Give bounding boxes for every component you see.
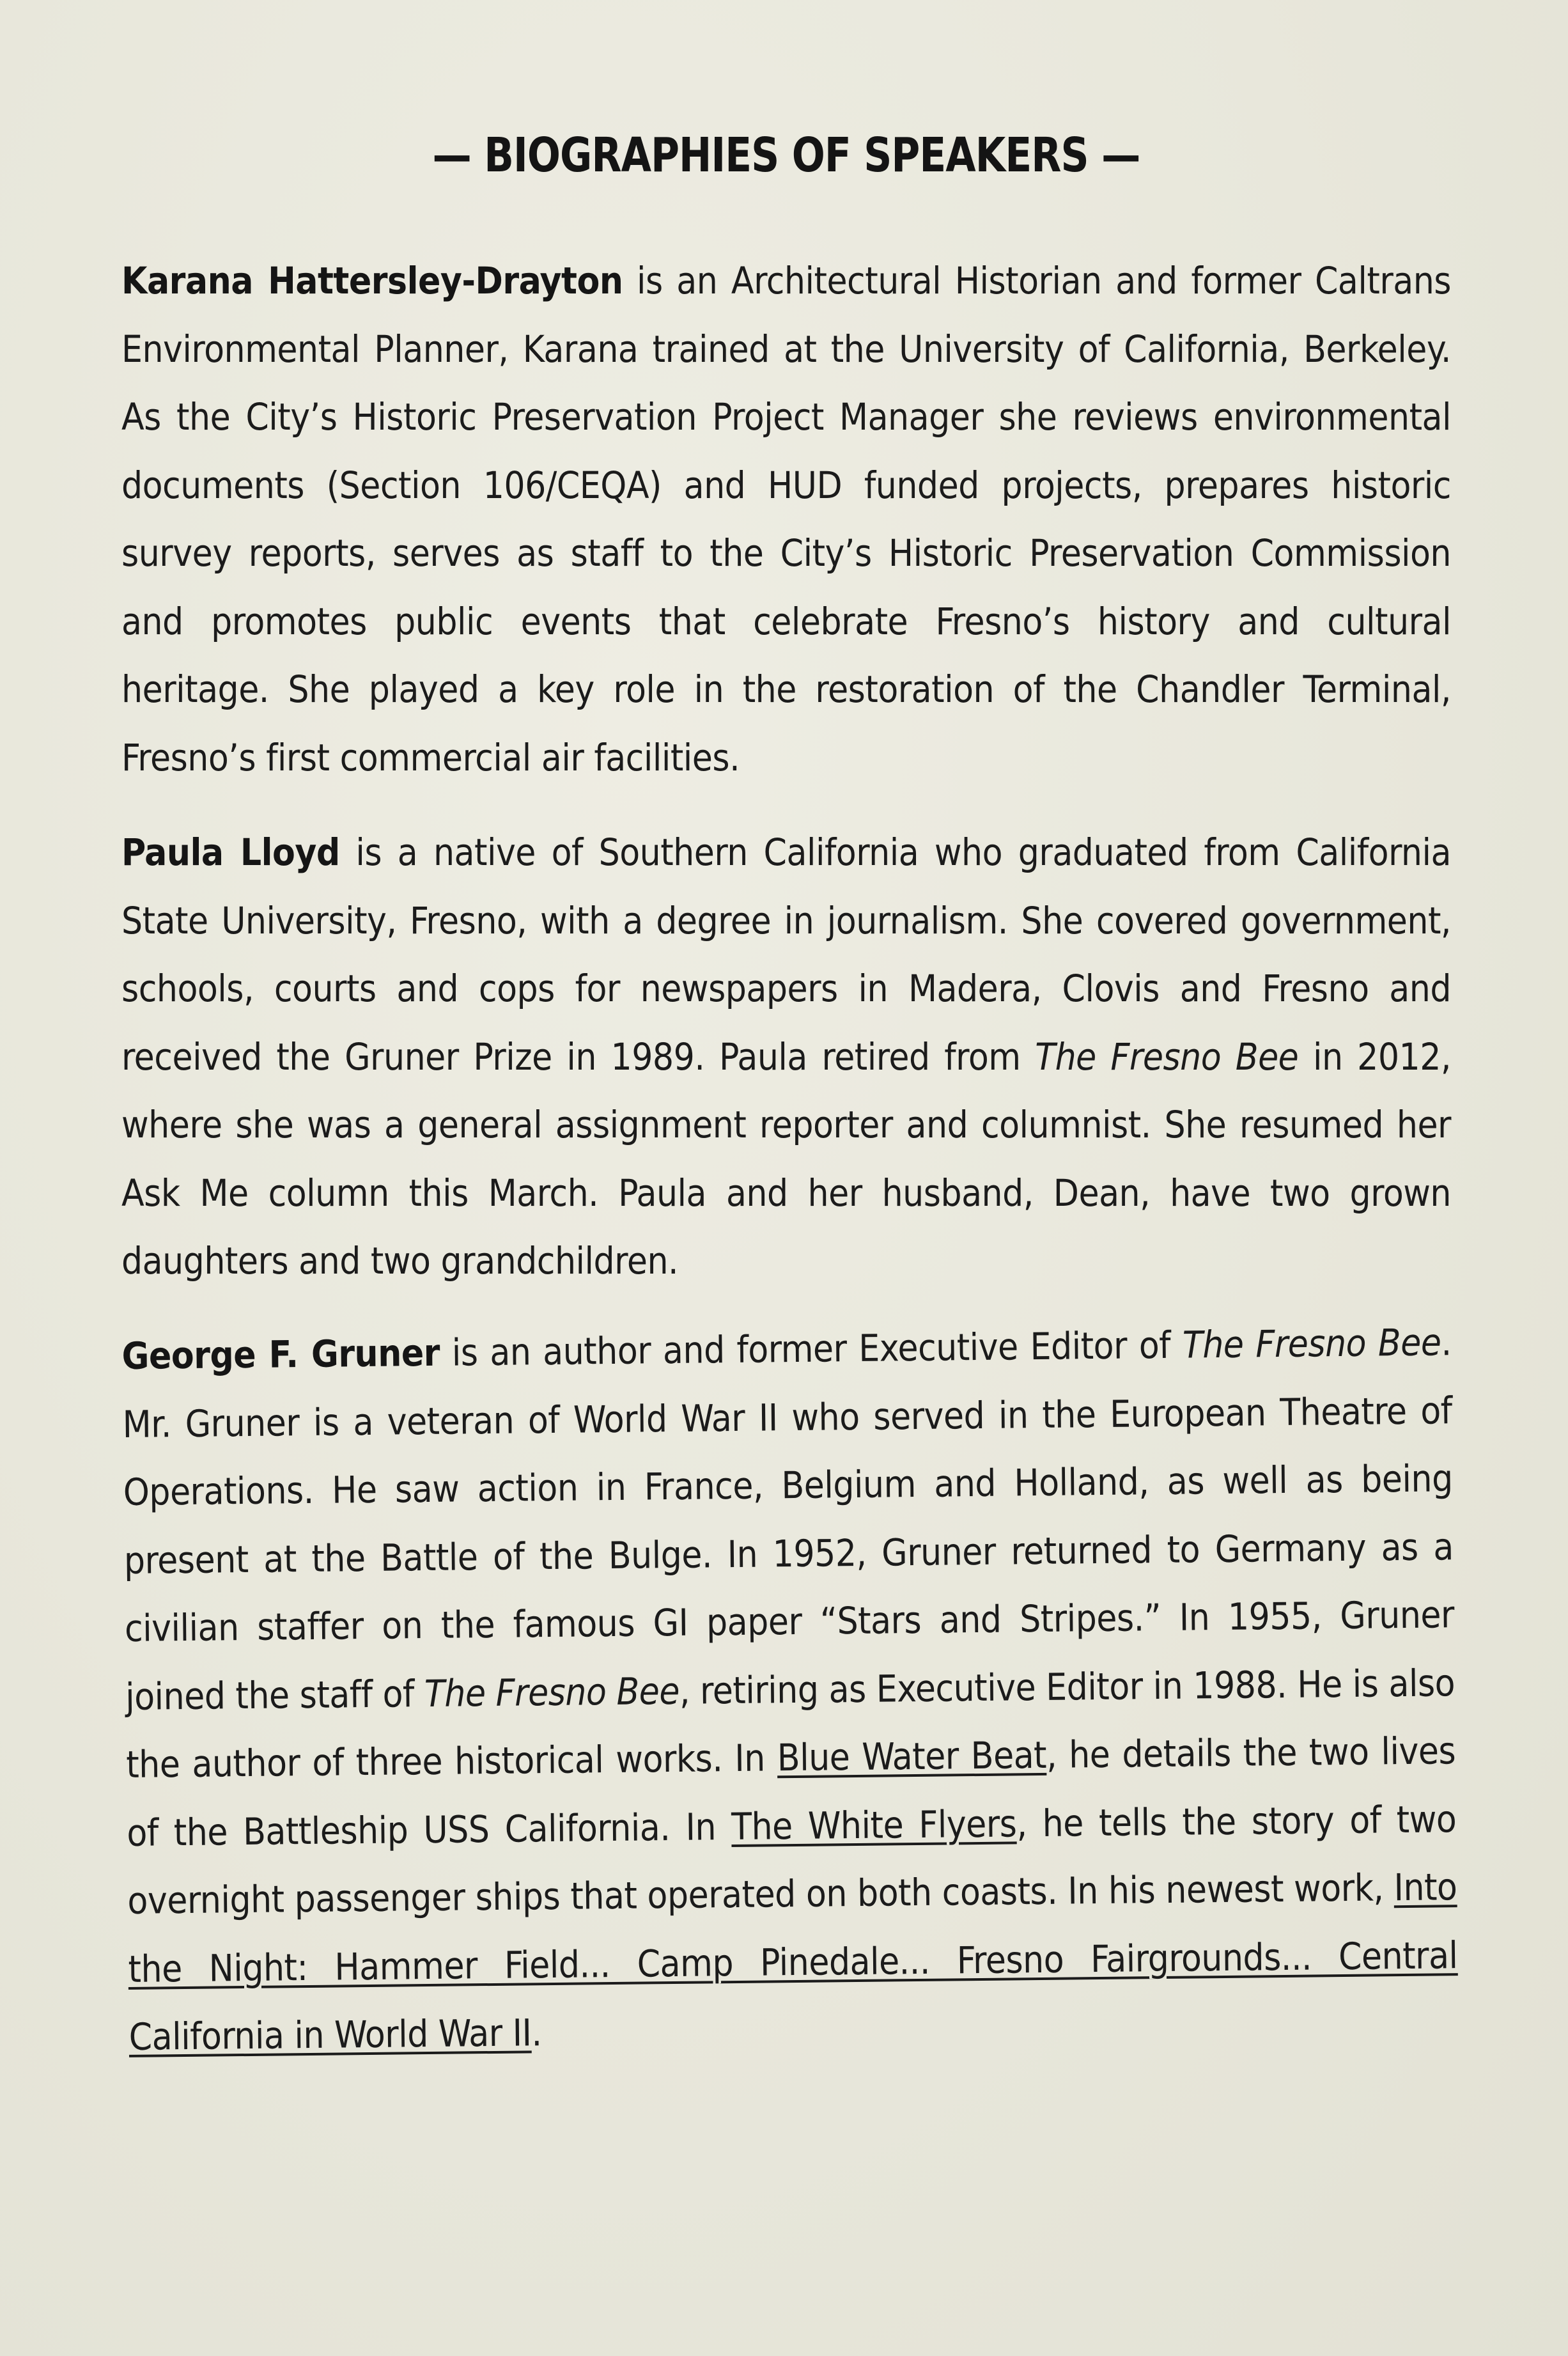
bio-paula-lloyd <box>121 818 1451 1295</box>
bio-text: . Mr. Gruner is a veteran of World War II who served in the European Theatre of Operations. He saw action in France, Belgium and Holland, as well as being present at the Battle of the Bulge. In 1952, Gruner returned to Germany as a civilian staffer on the famous GI paper “Stars and Stripes.” In 1955, Gruner joined the staff of <box>122 1320 1455 1718</box>
publication-title: The Fresno Bee <box>424 1668 680 1715</box>
speaker-name: Paula Lloyd <box>121 831 340 874</box>
book-title: Into the Night: Hammer Field... Camp Pinedale... Fresno Fairgrounds... Central California in World War II <box>128 1864 1458 2059</box>
publication-title: The Fresno Bee <box>1182 1320 1441 1367</box>
bio-text: , he details the two lives of the Battleship USS California. In <box>127 1728 1456 1854</box>
book-title: Blue Water Beat <box>777 1733 1047 1779</box>
bio-karana-hattersley-drayton <box>121 247 1451 792</box>
bio-text: is a native of Southern California who graduated from California State University, Fresno, with a degree in journalism. She covered government, schools, courts and cops for newspapers in Madera, Clovis and Fresno and received the Gruner Prize in 1989. Paula retired from <box>121 831 1451 1079</box>
bio-text: . <box>531 2010 542 2054</box>
bio-text: , retiring as Executive Editor in 1988. He is also the author of three historical works. In <box>125 1660 1455 1786</box>
bio-text: , he tells the story of two overnight passenger ships that operated on both coasts. In his newest work, <box>127 1797 1457 1923</box>
speaker-name: George F. Gruner <box>121 1330 440 1378</box>
bio-george-f-gruner <box>121 1308 1459 2071</box>
bio-text: is an author and former Executive Editor of <box>439 1323 1183 1375</box>
bio-text: in 2012, where she was a general assignment reporter and columnist. She resumed her Ask Me column this March. Paula and her husband, Dean, have two grown daughters and two grandchildren. <box>121 1034 1451 1283</box>
biographies-page <box>121 128 1458 2098</box>
bio-text: is an Architectural Historian and former Caltrans Environmental Planner, Karana trained at the University of California, Berkeley. As the City’s Historic Preservation Project Manager she reviews environmental documents (Section 106/CEQA) and HUD funded projects, prepares historic survey reports, serves as staff to the City’s Historic Preservation Commission and promotes public events that celebrate Fresno’s history and cultural heritage. She played a key role in the restoration of the Chandler Terminal, Fresno’s first commercial air facilities. <box>121 259 1451 779</box>
book-title: The White Flyers <box>731 1801 1017 1848</box>
page-title: — BIOGRAPHIES OF SPEAKERS — <box>432 128 1140 183</box>
speaker-name: Karana Hattersley-Drayton <box>121 259 623 302</box>
publication-title: The Fresno Bee <box>1035 1034 1299 1079</box>
